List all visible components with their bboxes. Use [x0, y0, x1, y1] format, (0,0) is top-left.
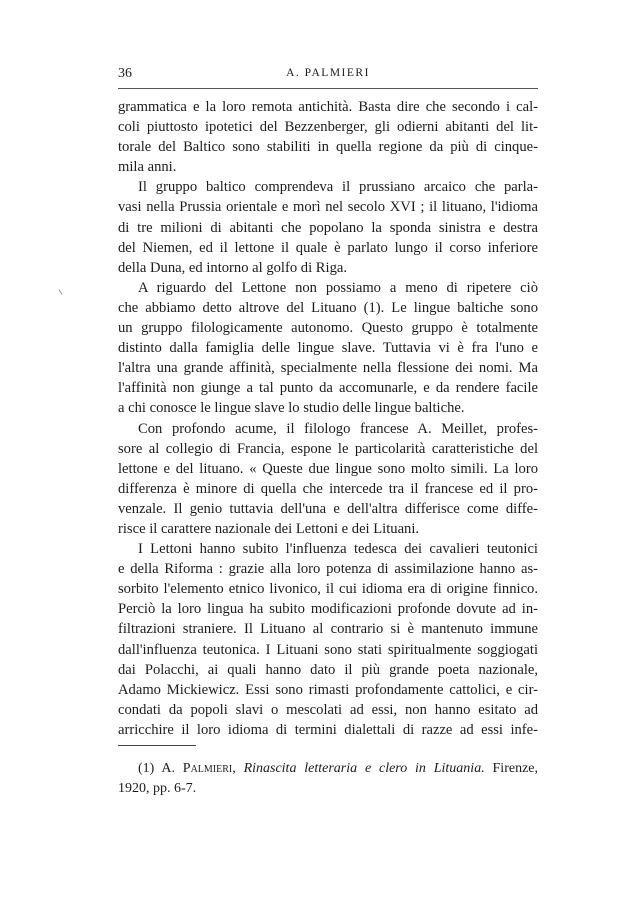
text-line: Perciò la loro lingua ha subito modificazioni profonde dovute ad in- — [118, 601, 538, 618]
running-head: A. PALMIERI — [286, 67, 370, 79]
text-line: Con profondo acume, il filologo francese A. Meillet, profes- — [138, 420, 538, 437]
text-line: di tre milioni di abitanti che popolano la sponda sinistra e destra — [118, 219, 538, 236]
text-line: A riguardo del Lettone non possiamo a meno di ripetere ciò — [138, 279, 538, 296]
footnote-title: Rinascita letteraria e clero in Lituania. — [243, 761, 485, 776]
footnote-place: Firenze, — [492, 761, 538, 776]
text-line: della Duna, ed intorno al golfo di Riga. — [118, 259, 347, 276]
footnote — [118, 759, 538, 799]
text-line: torale del Baltico sono stabiliti in quella regione da più di cinque- — [118, 139, 538, 156]
text-line: coli piuttosto ipotetici del Bezzenberger, gli odierni abitanti del lit- — [118, 119, 538, 136]
text-line: sorbito l'elemento etnico livonico, il cui idioma era di origine finnico. — [118, 581, 538, 598]
text-line: distinto dalla famiglia delle lingue slave. Tuttavia vi è fra l'uno e — [118, 340, 538, 357]
stray-mark — [58, 289, 62, 294]
text-line: che abbiamo detto altrove del Lituano (1). Le lingue baltiche sono — [118, 299, 538, 316]
header-rule — [118, 88, 538, 89]
running-header — [118, 66, 538, 86]
text-line: venzale. Il genio tuttavia dell'una e dell'altra differisce come diffe- — [118, 500, 538, 517]
text-line: condati da popoli slavi o mescolati ad essi, non hanno esitato ad — [118, 701, 538, 718]
text-line: un gruppo filologicamente autonomo. Questo gruppo è totalmente — [118, 320, 538, 337]
text-line: sore al collegio di Francia, espone le particolarità caratteristiche del — [118, 440, 538, 457]
text-line: dai Polacchi, ai quali hanno dato il più grande poeta nazionale, — [118, 661, 538, 678]
text-line: lettone e del lituano. « Queste due lingue sono molto simili. La loro — [118, 460, 538, 477]
text-line: dall'influenza teutonica. I Lituani sono stati spiritualmente soggiogati — [118, 641, 538, 658]
text-line: I Lettoni hanno subito l'influenza tedesca dei cavalieri teutonici — [138, 541, 538, 558]
text-line: Adamo Mickiewicz. Essi sono rimasti profondamente cattolici, e cir- — [118, 681, 538, 698]
text-line: grammatica e la loro remota antichità. Basta dire che secondo i cal- — [118, 99, 538, 115]
text-line: Il gruppo baltico comprendeva il prussiano arcaico che parla- — [138, 179, 538, 196]
page-number: 36 — [118, 66, 132, 81]
text-line: risce il carattere nazionale dei Lettoni e dei Lituani. — [118, 520, 420, 537]
text-line: l'altra una grande affinità, specialmente nella flessione dei nomi. Ma — [118, 360, 538, 377]
text-line: l'affinità non giunge a tal punto da accomunarle, e da rendere facile — [118, 380, 538, 397]
body-text — [118, 97, 538, 740]
text-line: vasi nella Prussia orientale e morì nel secolo XVI ; il lituano, l'idioma — [118, 199, 538, 216]
footnote-marker: (1) A. — [138, 761, 175, 776]
text-line: a chi conosce le lingue slave lo studio delle lingue baltiche. — [118, 400, 465, 417]
footnote-rule — [118, 745, 196, 746]
text-line: arricchire il loro idioma di termini dialettali di razze ad essi infe- — [118, 721, 538, 738]
footnote-line: 1920, pp. 6-7. — [118, 781, 197, 796]
text-line: e della Riforma : grazie alla loro potenza di assimilazione hanno as- — [118, 561, 538, 578]
footnote-author: Palmieri, — [182, 761, 236, 776]
text-line: del Niemen, ed il lettone il quale è parlato lungo il corso inferiore — [118, 239, 538, 256]
text-line: filtrazioni straniere. Il Lituano al contrario si è mantenuto immune — [118, 621, 538, 638]
footnote-line — [118, 759, 538, 779]
text-line: differenza è minore di quella che intercede tra il francese ed il pro- — [118, 480, 538, 497]
text-line: mila anni. — [118, 159, 177, 176]
